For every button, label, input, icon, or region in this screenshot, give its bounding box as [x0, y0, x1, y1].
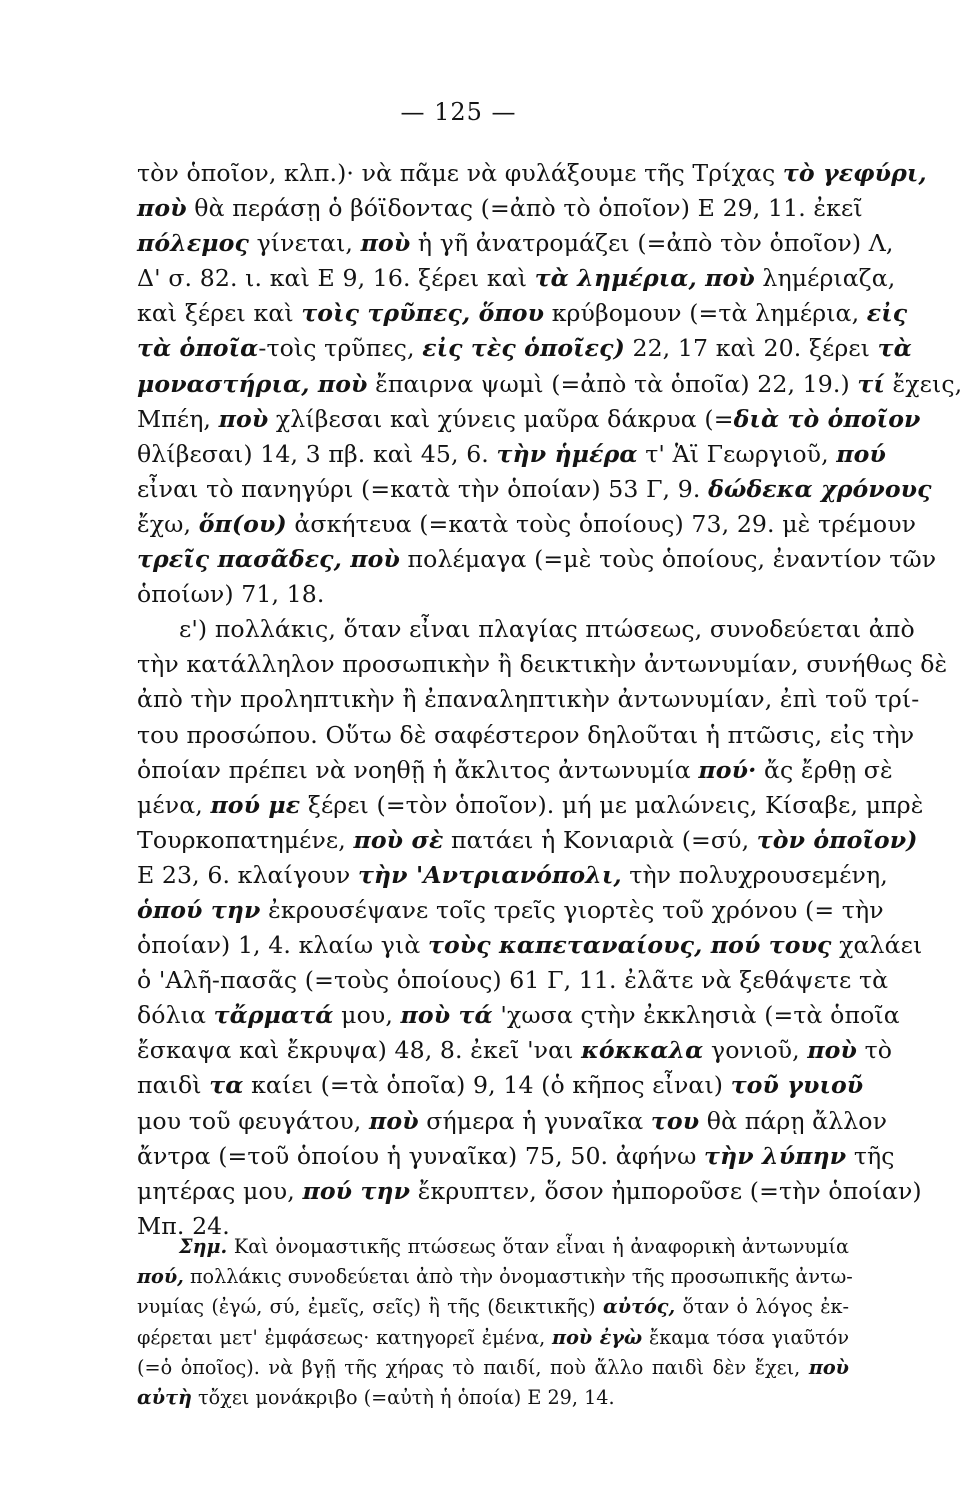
- emphasized-text: κόκκαλα: [581, 1036, 704, 1065]
- emphasized-text: τοὶς τρῦπες, ὅπου: [301, 299, 545, 328]
- text-run: του προσώπου. Οὕτω δὲ σαφέστερον δηλοῦται ἡ πτῶσις, εἰς τὴν: [137, 720, 915, 749]
- text-line: [137, 1292, 849, 1322]
- emphasized-text: τὴν 'Αντριανόπολι,: [357, 860, 622, 889]
- text-run: τὸν ὁποῖον, κλπ.)· νὰ πᾶμε νὰ φυλάξουμε τῆς Τρίχας: [137, 159, 783, 187]
- text-run: τῆς: [846, 1141, 895, 1170]
- emphasized-text: εἰς: [866, 299, 908, 328]
- text-line: [137, 296, 908, 331]
- emphasized-text: ὁπού την: [137, 895, 261, 924]
- emphasized-text: ποὺ: [808, 1355, 849, 1379]
- emphasized-text: τὴν λύπην: [704, 1141, 847, 1170]
- emphasized-text: τοὺς καπεταναίους, πού τους: [427, 931, 832, 960]
- text-run: (=ὁ ὁποῖος). νὰ βγῇ τῆς χήρας τὸ παιδί, ποὺ ἄλλο παιδὶ δὲν ἔχει,: [137, 1355, 809, 1379]
- text-run: ἔκρυπτεν, ὅσον ἠμποροῦσε (=τὴν ὁποίαν): [410, 1176, 922, 1205]
- text-run: τὸ: [856, 1036, 893, 1065]
- text-line: [137, 261, 896, 296]
- text-run: ἡ γῆ ἀνατρομάζει (=ἀπὸ τὸν ὁποῖον) Λ,: [410, 229, 894, 258]
- text-run: ἔσκαψα καὶ ἔκρυψα) 48, 8. ἐκεῖ 'ναι: [137, 1036, 582, 1065]
- text-line: [137, 156, 927, 191]
- text-run: χλίβεσαι καὶ χύνεις μαῦρα δάκρυα (=: [268, 404, 734, 433]
- text-run: θὰ περάσῃ ὁ βόϊδοντας (=ἀπὸ τὸ ὁποῖον) Ε 29, 11. ἐκεῖ: [186, 194, 863, 223]
- text-run: τὴν πολυχρουσεμένη,: [621, 860, 888, 889]
- text-line: [137, 402, 921, 437]
- text-run: θὰ πάρῃ ἄλλον: [699, 1106, 888, 1135]
- text-run: τὴν κατάλληλον προσωπικὴν ἢ δεικτικὴν ἀντωνυμίαν, συνήθως δὲ: [137, 650, 948, 679]
- paragraph: [137, 156, 962, 612]
- text-line: [137, 1104, 888, 1139]
- text-run: θλίβεσαι) 14, 3 πβ. καὶ 45, 6.: [137, 439, 497, 468]
- text-line: [137, 1383, 849, 1413]
- body-text: [137, 156, 962, 1244]
- text-run: τὄχει μονάκριβο (=αὐτὴ ἡ ὁποία) Ε 29, 14.: [191, 1385, 615, 1409]
- text-run: δόλια: [137, 1001, 214, 1030]
- text-run: ὁποίαν πρέπει νὰ νοηθῇ ἡ ἄκλιτος ἀντωνυμία: [137, 755, 699, 784]
- text-run: Δ' σ. 82. ι. καὶ Ε 9, 16. ξέρει καὶ: [137, 264, 535, 293]
- emphasized-text: τὰ: [877, 334, 912, 363]
- text-line: [137, 331, 912, 366]
- emphasized-text: πού,: [137, 1265, 184, 1289]
- text-line: [137, 1323, 849, 1353]
- text-run: γονιοῦ,: [703, 1036, 808, 1065]
- text-run: 22, 17 καὶ 20. ξέρει: [624, 334, 878, 363]
- emphasized-text: αὐτός,: [602, 1295, 676, 1319]
- text-run: Μπέη,: [137, 404, 219, 433]
- text-line: [137, 647, 948, 682]
- text-run: εἶναι τὸ πανηγύρι (=κατὰ τὴν ὁποίαν) 53 Γ, 9.: [137, 474, 709, 503]
- emphasized-text: ποὺ: [137, 194, 187, 223]
- text-run: πατάει ἡ Κονιαριὰ (=σύ,: [443, 825, 757, 854]
- emphasized-text: τα: [209, 1071, 244, 1100]
- text-run: ἔχεις,: [884, 369, 962, 398]
- footnote: [137, 1232, 853, 1413]
- emphasized-text: δώδεκα χρόνους: [708, 474, 932, 503]
- emphasized-text: μοναστήρια, ποὺ: [137, 369, 368, 398]
- text-run: καὶ ξέρει καὶ: [137, 299, 302, 328]
- text-line: [137, 1262, 853, 1292]
- text-line: [137, 1232, 849, 1262]
- emphasized-text: πού·: [698, 755, 757, 784]
- text-run: μου,: [333, 1001, 401, 1030]
- text-run: ξέρει (=τὸν ὁποῖον). μή με μαλώνεις, Κίσαβε, μπρὲ: [300, 790, 924, 819]
- text-run: μένα,: [137, 790, 211, 819]
- text-line: [137, 823, 918, 858]
- text-line: [137, 437, 886, 472]
- text-run: παιδὶ: [137, 1071, 210, 1100]
- text-run: ὁ 'Αλῆ-πασᾶς (=τοὺς ὁποίους) 61 Γ, 11. ἐλᾶτε νὰ ξεθάψετε τὰ: [137, 966, 889, 995]
- emphasized-text: πού: [836, 439, 886, 468]
- text-run: ἀσκήτευα (=κατὰ τοὺς ὁποίους) 73, 29. μὲ τρέμουν: [286, 509, 917, 538]
- emphasized-text: τρεῖς πασᾶδες, ποὺ: [137, 545, 400, 574]
- text-run: κρύβομουν (=τὰ λημέρια,: [544, 299, 867, 328]
- text-run: Ε 23, 6. κλαίγουν: [137, 860, 358, 889]
- text-line: [137, 542, 937, 577]
- text-run: ἔκαμα τόσα γιαῦτόν: [642, 1325, 849, 1349]
- emphasized-text: ποὺ: [807, 1036, 857, 1065]
- text-run: ἄς ἔρθῃ σὲ: [756, 755, 893, 784]
- emphasized-text: τἄρματά: [213, 1001, 334, 1030]
- emphasized-text: Σημ.: [179, 1235, 228, 1258]
- text-run: μητέρας μου,: [137, 1176, 303, 1205]
- text-line: [137, 191, 863, 226]
- text-line: [137, 1139, 895, 1174]
- emphasized-text: τὸ γεφύρι,: [782, 159, 927, 187]
- emphasized-text: ποὺ ἐγὼ: [552, 1325, 643, 1349]
- text-line: [137, 998, 900, 1033]
- page-number: — 125 —: [400, 98, 517, 126]
- text-run: πολλάκις συνοδεύεται ἀπὸ τὴν ὀνομαστικὴν τῆς προσωπικῆς ἀντω-: [183, 1265, 853, 1289]
- text-run: καίει (=τὰ ὁποῖα) 9, 14 (ὁ κῆπος εἶναι): [243, 1071, 731, 1100]
- text-run: τ' Ἁϊ Γεωργιοῦ,: [637, 439, 837, 468]
- emphasized-text: αὐτὴ: [137, 1385, 192, 1409]
- text-line: [137, 753, 893, 788]
- text-run: χαλάει: [831, 931, 923, 960]
- text-line: [137, 612, 915, 647]
- emphasized-text: ποὺ: [360, 229, 411, 258]
- emphasized-text: εἰς τὲς ὁποῖες): [422, 334, 625, 363]
- text-run: ἔπαιρνα ψωμὶ (=ἀπὸ τὰ ὁποῖα) 22, 19.): [367, 369, 858, 398]
- text-run: ὁποίων) 71, 18.: [137, 580, 325, 609]
- emphasized-text: του: [650, 1106, 700, 1135]
- text-line: [137, 718, 915, 753]
- text-line: [137, 367, 962, 402]
- emphasized-text: ποὺ σὲ: [353, 825, 444, 854]
- text-run: νυμίας (ἐγώ, σύ, ἐμεῖς, σεῖς) ἢ τῆς (δεικτικῆς): [137, 1295, 603, 1319]
- emphasized-text: ποὺ τά: [400, 1001, 493, 1030]
- text-line: [137, 507, 917, 542]
- text-run: ἀπὸ τὴν προληπτικὴν ἢ ἐπαναληπτικὴν ἀντωνυμίαν, ἐπὶ τοῦ τρί-: [137, 685, 920, 714]
- emphasized-text: ποὺ: [369, 1106, 419, 1135]
- text-run: φέρεται μετ' ἐμφάσεως· κατηγορεῖ ἐμένα,: [137, 1325, 553, 1349]
- text-line: [137, 963, 889, 998]
- text-line: [137, 1174, 922, 1209]
- emphasized-text: ποὺ: [218, 404, 269, 433]
- emphasized-text: τί: [857, 369, 885, 398]
- text-run: μου τοῦ φευγάτου,: [137, 1106, 370, 1135]
- text-run: ὅταν ὁ λόγος ἐκ-: [675, 1295, 849, 1319]
- emphasized-text: πού με: [210, 790, 301, 819]
- text-line: [137, 858, 888, 893]
- text-line: [137, 577, 849, 612]
- emphasized-text: τὰ ὁποῖα: [137, 334, 259, 363]
- text-run: ε') πολλάκις, ὅταν εἶναι πλαγίας πτώσεως, συνοδεύεται ἀπὸ: [179, 615, 915, 644]
- emphasized-text: διὰ τὸ ὁποῖον: [733, 404, 921, 433]
- text-run: ὁποίαν) 1, 4. κλαίω γιὰ: [137, 931, 428, 960]
- text-run: λημέριαζα,: [754, 264, 896, 293]
- text-run: πολέμαγα (=μὲ τοὺς ὁποίους, ἐναντίον τῶν: [399, 545, 937, 574]
- text-run: Μπ. 24.: [137, 1211, 230, 1240]
- text-run: σήμερα ἡ γυναῖκα: [418, 1106, 651, 1135]
- text-line: [137, 682, 920, 717]
- emphasized-text: τὰ λημέρια, ποὺ: [534, 264, 755, 293]
- paragraph: [137, 612, 948, 1244]
- text-run: Καὶ ὀνομαστικῆς πτώσεως ὅταν εἶναι ἡ ἀναφορικὴ ἀντωνυμία: [227, 1235, 849, 1258]
- text-run: ἄντρα (=τοῦ ὁποίου ἡ γυναῖκα) 75, 50. ἀφήνω: [137, 1141, 705, 1170]
- emphasized-text: ὅπ(ου): [198, 509, 287, 538]
- text-run: 'χωσα ςτὴν ἐκκλησιὰ (=τὰ ὁποῖα: [492, 1001, 900, 1030]
- text-line: [137, 928, 923, 963]
- text-line: [137, 788, 924, 823]
- text-line: [137, 1068, 864, 1103]
- text-run: Τουρκοπατημένε,: [137, 825, 354, 854]
- text-line: [137, 1033, 893, 1068]
- text-run: ἔχω,: [137, 509, 199, 538]
- text-run: γίνεται,: [248, 229, 361, 258]
- emphasized-text: πόλεμος: [137, 229, 249, 258]
- emphasized-text: τοῦ γυιοῦ: [730, 1071, 864, 1100]
- text-line: [137, 1353, 849, 1383]
- text-run: ἐκρουσέψανε τοῖς τρεῖς γιορτὲς τοῦ χρόνου (= τὴν: [260, 895, 884, 924]
- text-run: -τοὶς τρῦπες,: [258, 334, 423, 363]
- text-line: [137, 472, 932, 507]
- text-line: [137, 226, 894, 261]
- text-line: [137, 893, 884, 928]
- emphasized-text: τὴν ἡμέρα: [496, 439, 638, 468]
- emphasized-text: πού την: [302, 1176, 411, 1205]
- emphasized-text: τὸν ὁποῖον): [756, 825, 918, 854]
